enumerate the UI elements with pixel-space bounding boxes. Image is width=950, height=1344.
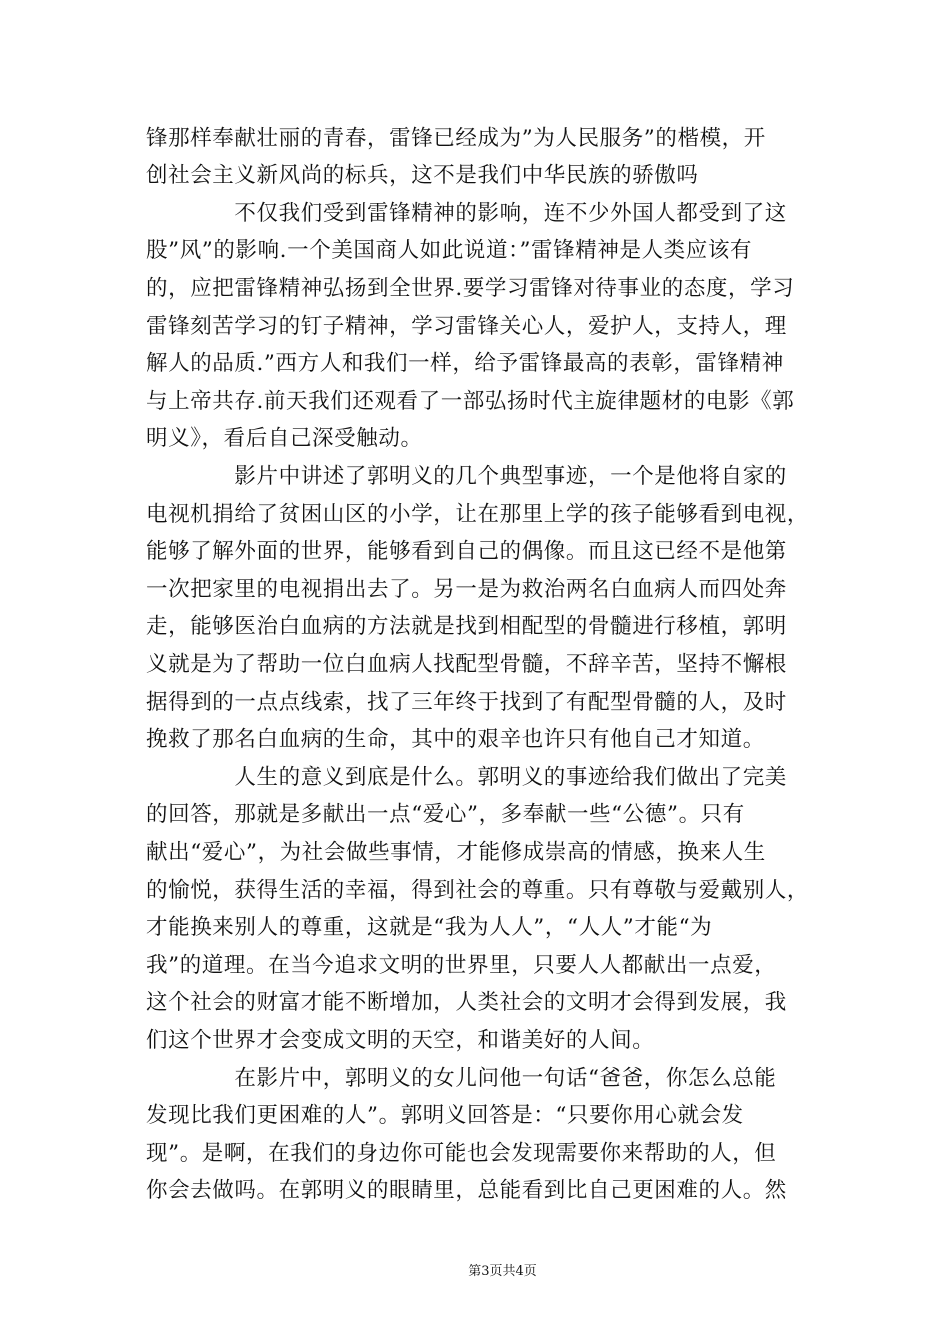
text-line: 不仅我们受到雷锋精神的影响，连不少外国人都受到了这	[146, 201, 787, 226]
text-line: 我”的道理。在当今追求文明的世界里，只要人人都献出一点爱，	[146, 953, 777, 978]
text-line: 电视机捐给了贫困山区的小学，让在那里上学的孩子能够看到电视，	[146, 502, 810, 527]
text-line: 走，能够医治白血病的方法就是找到相配型的骨髓进行移植，郭明	[146, 614, 787, 639]
text-line: 明义》，看后自己深受触动。	[146, 426, 423, 451]
text-line: 的回答，那就是多献出一点“爱心”，多奉献一些“公德”。只有	[146, 802, 745, 827]
page-footer: 第3页共4页	[468, 1264, 537, 1279]
text-line: 现”。是啊，在我们的身边你可能也会发现需要你来帮助的人，但	[146, 1141, 777, 1166]
text-line: 据得到的一点点线索，找了三年终于找到了有配型骨髓的人，及时	[146, 690, 787, 715]
text-line: 这个社会的财富才能不断增加，人类社会的文明才会得到发展，我	[146, 990, 787, 1015]
text-line: 与上帝共存.前天我们还观看了一部弘扬时代主旋律题材的电影《郭	[146, 389, 795, 414]
text-line: 雷锋刻苦学习的钉子精神，学习雷锋关心人，爱护人，支持人，理	[146, 314, 787, 339]
text-line: 义就是为了帮助一位白血病人找配型骨髓，不辞辛苦，坚持不懈根	[146, 652, 787, 677]
text-line: 的，应把雷锋精神弘扬到全世界.要学习雷锋对待事业的态度，学习	[146, 276, 795, 301]
text-line: 创社会主义新风尚的标兵，这不是我们中华民族的骄傲吗	[146, 163, 699, 188]
text-line: 影片中讲述了郭明义的几个典型事迹，一个是他将自家的	[146, 464, 787, 489]
text-line: 一次把家里的电视捐出去了。另一是为救治两名白血病人而四处奔	[146, 577, 787, 602]
text-line: 挽救了那名白血病的生命，其中的艰辛也许只有他自己才知道。	[146, 727, 765, 752]
text-line: 的愉悦，获得生活的幸福，得到社会的尊重。只有尊敬与爱戴别人，	[146, 878, 810, 903]
text-line: 们这个世界才会变成文明的天空，和谐美好的人间。	[146, 1028, 655, 1053]
text-line: 解人的品质.”西方人和我们一样，给予雷锋最高的表彰，雷锋精神	[146, 351, 784, 376]
text-line: 才能换来别人的尊重，这就是“我为人人”，“人人”才能“为	[146, 915, 713, 940]
text-line: 能够了解外面的世界，能够看到自己的偶像。而且这已经不是他第	[146, 539, 787, 564]
text-line: 你会去做吗。在郭明义的眼睛里，总能看到比自己更困难的人。然	[146, 1178, 787, 1203]
text-line: 股”风”的影响.一个美国商人如此说道：”雷锋精神是人类应该有	[146, 238, 753, 263]
text-line: 在影片中，郭明义的女儿问他一句话“爸爸，你怎么总能	[146, 1066, 777, 1091]
text-line: 献出“爱心”，为社会做些事情，才能修成崇高的情感，换来人生	[146, 840, 766, 865]
text-line: 锋那样奉献壮丽的青春，雷锋已经成为”为人民服务”的楷模，开	[146, 126, 766, 151]
text-line: 发现比我们更困难的人”。郭明义回答是：“只要你用心就会发	[146, 1103, 744, 1128]
text-line: 人生的意义到底是什么。郭明义的事迹给我们做出了完美	[146, 765, 787, 790]
